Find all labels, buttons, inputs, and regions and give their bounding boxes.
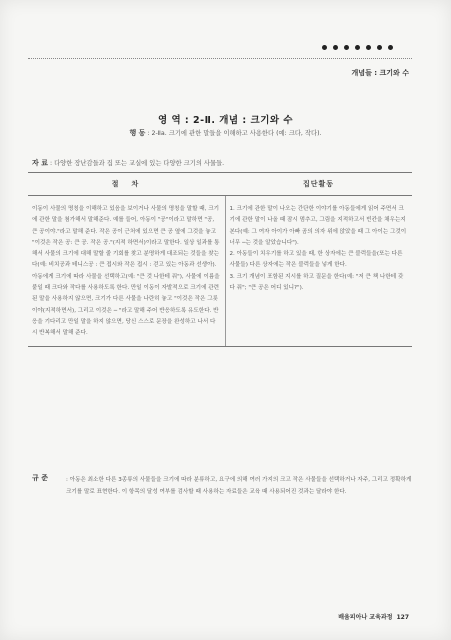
group-activity-cell: [225, 196, 412, 347]
group-activity-item: 3. 크기 개념이 포함된 지시를 하고 질문을 한다(예: "저 큰 책 나한테 갖다 줘"; "큰 공은 어디 있니?").: [229, 273, 404, 292]
materials-label: 자 료: [32, 159, 48, 167]
group-activity-item: 2. 아동들이 치우기를 하고 있을 때, 한 상자에는 큰 블럭들을(또는 다른 사물들) 다른 상자에는 작은 블럭들을 넣게 한다.: [229, 251, 403, 269]
objective-text: : 2-Ⅱa. 크기에 관한 말들을 이해하고 사용한다 (예: 크다, 작다).: [145, 130, 322, 137]
book-title: 배움피아나 교육과정: [338, 614, 393, 621]
materials-line: [32, 158, 224, 168]
decorative-dots: [322, 45, 393, 50]
criterion-block: [28, 473, 412, 498]
procedure-table: [28, 172, 412, 347]
section-header: 개념들 : 크기와 수: [351, 69, 409, 77]
group-activity-item: 1. 크기에 관한 말이 나오는 간단한 이야기를 아동들에게 읽어 주면서 크기에 관한 말이 나올 때 잠시 멈추고, 그림을 지적하고서 빈칸을 채우는지 본다(예: 그 여자 아이가 아빠 곰의 의자 위에 앉았을 때 그 아이는 그것이 너무 ─는 것을 알았습니다").: [229, 206, 407, 246]
objective-label: 행 동: [129, 129, 146, 137]
page-title: 영 역 : 2-Ⅱ. 개념 : 크기와 수: [157, 115, 294, 126]
criterion-label: 규 준: [32, 474, 48, 482]
procedure-paragraph: 이동이 사물의 명칭을 이해하고 있음을 보이거나 사물의 명칭을 말할 때, 크기에 관한 말을 첨가해서 말해준다. 예를 들어, 아동이 "공"이라고 말하면 "공, 큰 공이야."라고 말해 준다. 작은 공이 근처에 있으면 큰 공 옆에 그것을 놓고 "이것은 작은 공: 큰 공. 작은 공."(지적 하면서)이라고 말한다. 일상 일과를 통해서 사물의 크기에 대해 말할 줄 기회를 찾고 분명하게 대조되는 것들을 찾는다(예: 비치공과 테니스공 : 큰 접시와 작은 접시 : 걷고 있는 아동과 선생아).: [32, 206, 220, 269]
objective-line: [0, 128, 451, 138]
group-activity-header: 집단활동: [225, 173, 412, 196]
procedure-header: 절 차: [28, 173, 225, 196]
header-divider: [28, 58, 412, 59]
page-number: 127: [396, 614, 409, 621]
materials-text: : 다양한 장난감들과 집 또는 교실에 있는 다양한 크기의 사물들.: [47, 160, 225, 167]
procedure-paragraph: 아동에게 크기에 따라 사물을 선택하고(예: "큰 것 나한테 줘"), 사물에 이름을 붙일 때 크다와 작다를 사용하도록 한다. 만일 이동이 자발적으로 크기에 관련된 말을 사용하지 않으면, 크기가 다른 사물을 나란히 놓고 "이것은 작은 그릇이야(지적하면서), 그리고 이것은 ─ "라고 말해 주어 반응하도록 유도한다. 반응을 기다리고 만일 말을 하지 않으면, 당신 스스로 문장을 완성하고 나서 다시 반복해서 말해 준다.: [32, 273, 220, 337]
page-footer: [338, 612, 409, 621]
criterion-text: : 아동은 최소한 다른 3종류의 사물들을 크기에 따라 분류하고, 요구에 의해 여러 가지의 크고 작은 사물들을 선택하거나 자주, 그리고 정확하게 크기를 말로 표현한다. 이 항목의 달성 여부를 검사할 때 사용하는 자료들은 교육 때 사용되어진 것과는 달라야 한다.: [66, 477, 412, 495]
procedure-cell: [28, 196, 225, 347]
